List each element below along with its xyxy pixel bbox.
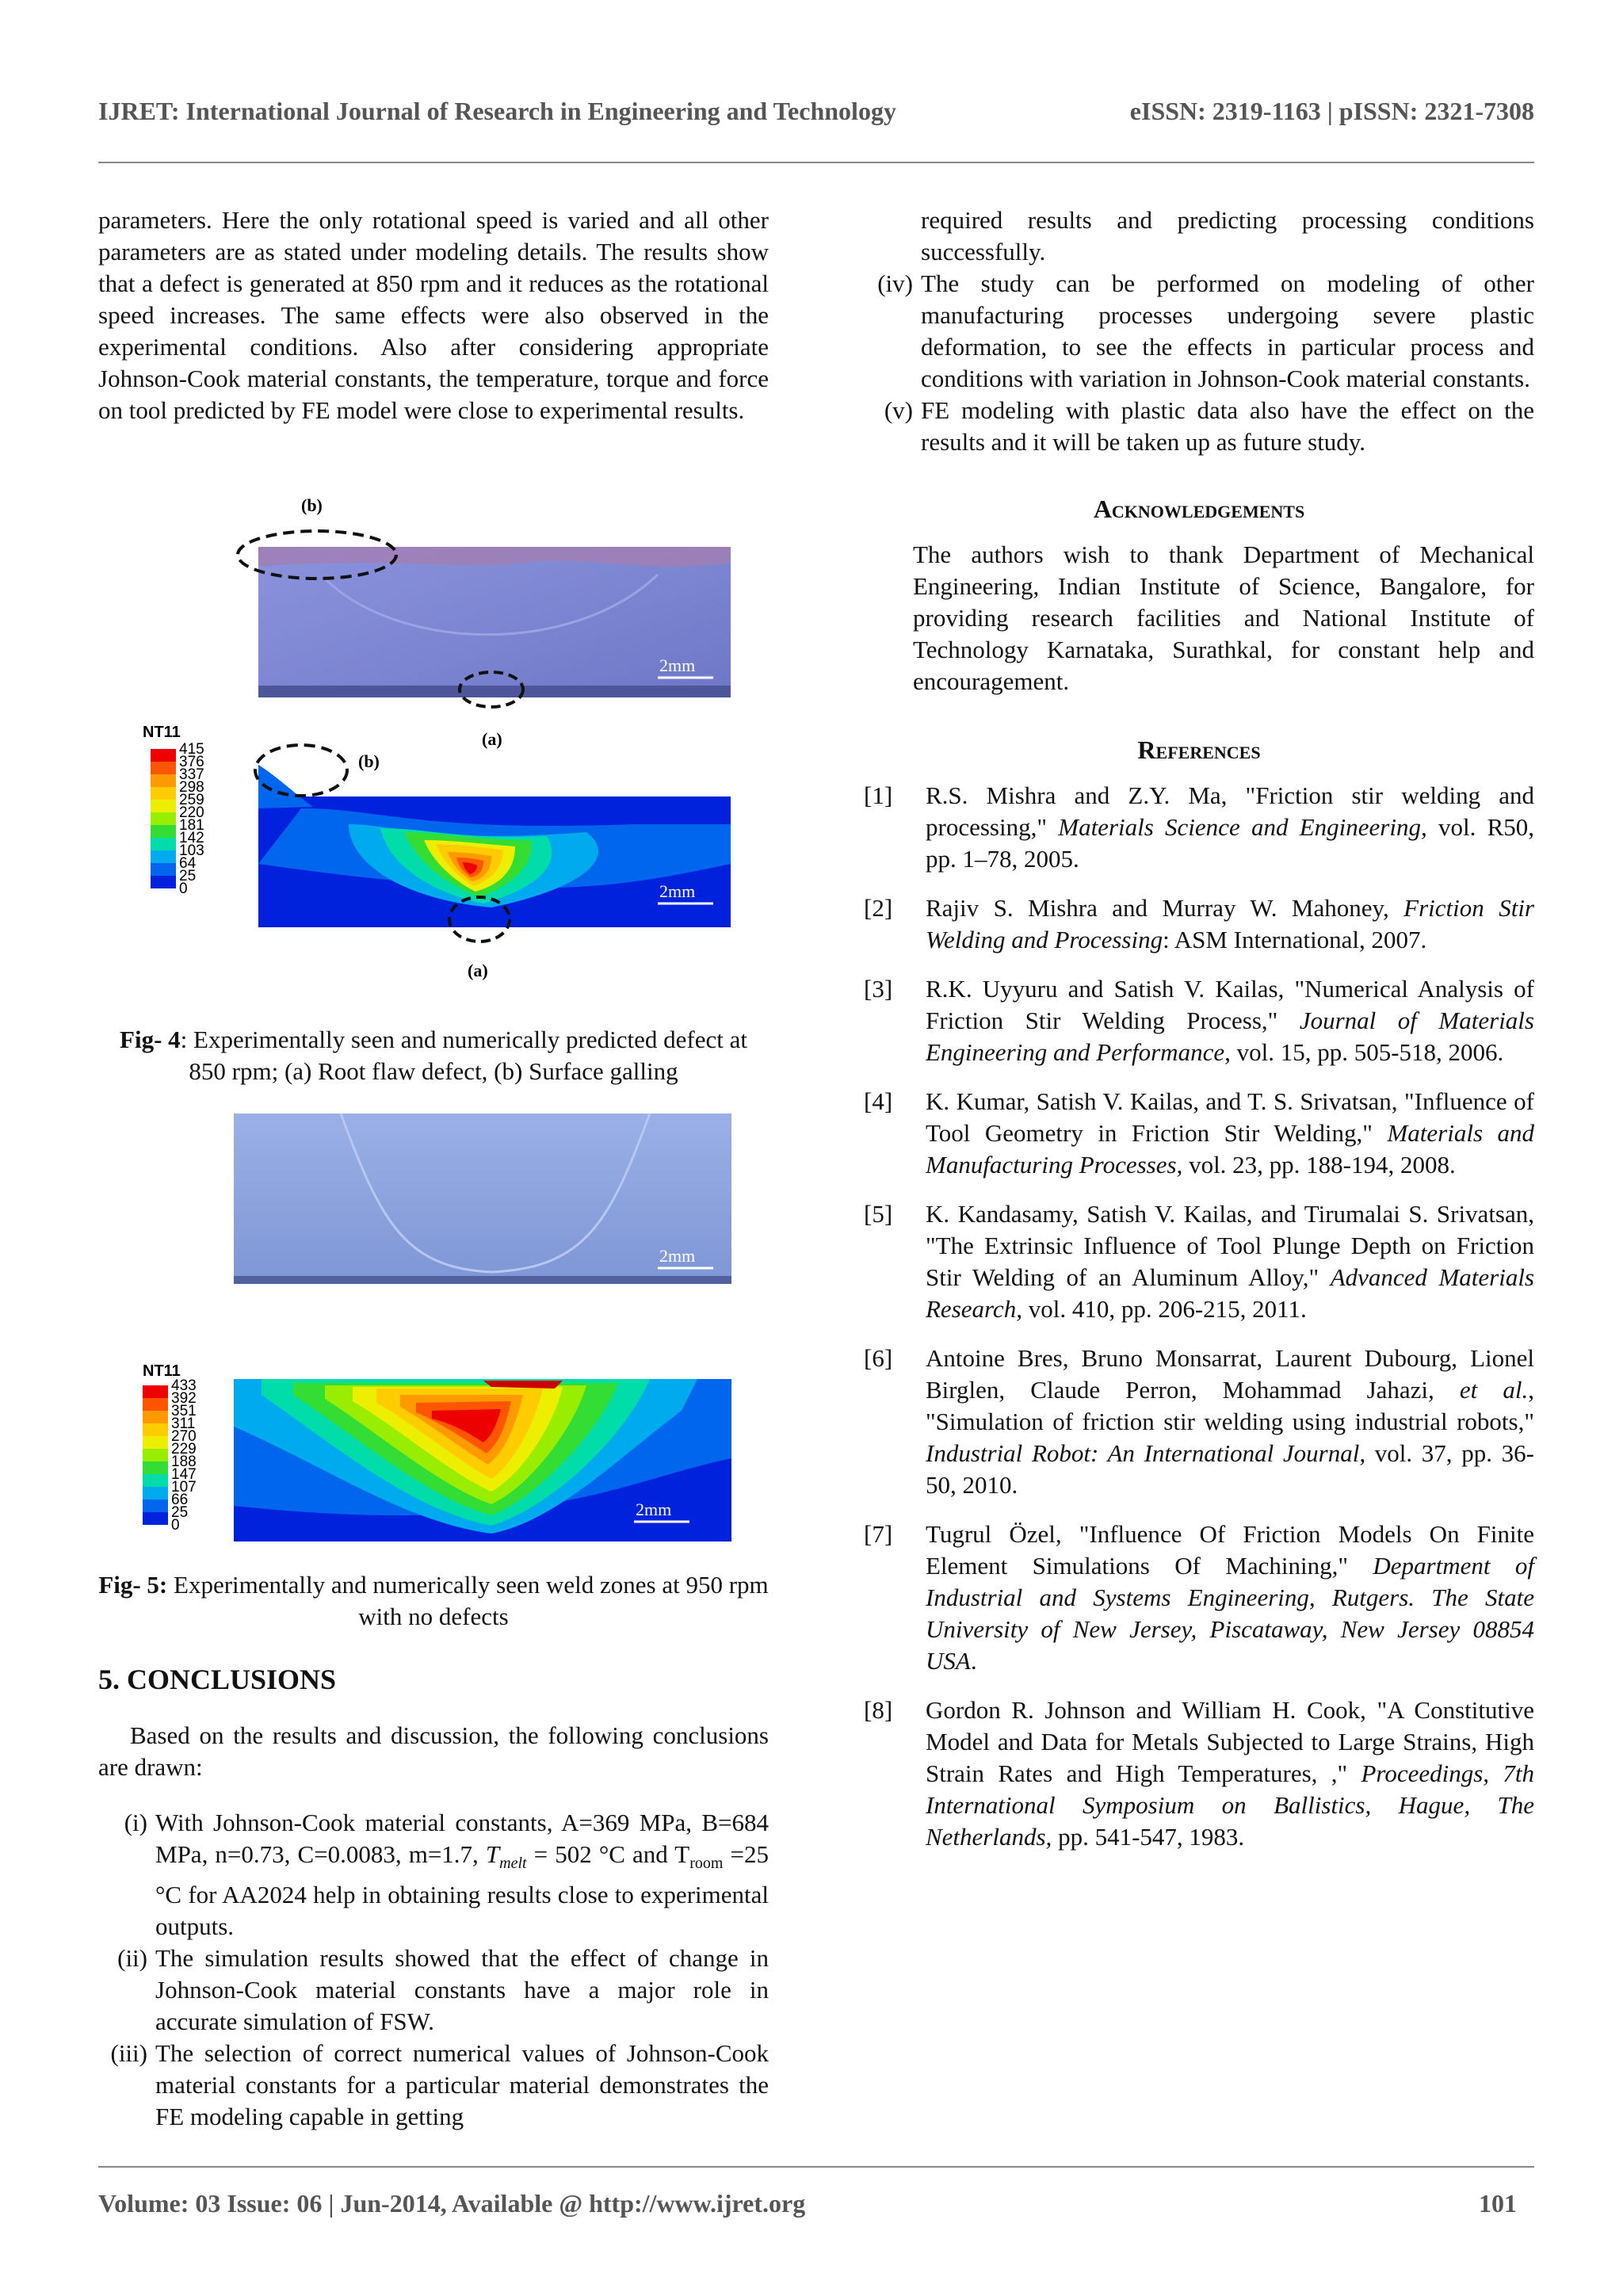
legend-tick: 188 [171,1454,197,1470]
conclusion-item [864,204,1534,268]
conclusions-intro: Based on the results and discussion, the following conclusions are drawn: [98,1721,769,1781]
conclusion-item [864,395,1534,458]
legend-title-fig5: NT11 [143,1362,181,1380]
conclusions-heading: 5. CONCLUSIONS [98,1664,337,1695]
legend-title-fig4: NT11 [143,724,181,741]
item-i-text-a: With Johnson-Cook material constants, A=369 MPa, B=684 MPa, n=0.73, C=0.0083, m=1.7, [155,1809,769,1868]
item-number: (iv) [877,269,913,297]
item-text: FE modeling with plastic data also have the effect on the results and it will be taken up as future study. [921,396,1534,456]
volume-info: Volume: 03 Issue: 06 | Jun-2014, Available @ http://www.ijret.org [98,2189,806,2218]
acknowledgements-text: The authors wish to thank Department of Mechanical Engineering, Indian Institute of Science, Bangalore, for providing research facilities and National Institute of Technology Karnataka, Surathkal, for constant help and encouragement. [913,541,1534,695]
reference-item: [3] R.K. Uyyuru and Satish V. Kailas, "Numerical Analysis of Friction Stir Welding Process," Journal of Materials Engineering and Performance, vol. 15, pp. 505-518, 2006. [864,973,1534,1068]
legend-tick: 64 [179,855,197,872]
issn: eISSN: 2319-1163 | pISSN: 2321-7308 [1129,97,1534,125]
reference-item: [5] K. Kandasamy, Satish V. Kailas, and Tirumalai S. Srivatsan, "The Extrinsic Influence of Tool Plunge Depth on Friction Stir Welding of an Aluminum Alloy," Advanced Materials Research, vol. 410, pp. 206-215, 2011. [864,1198,1534,1325]
left-column [98,204,769,426]
label-a-top: (a) [482,729,502,749]
fig4-caption-label: Fig- 4 [120,1026,181,1053]
scale-label-fig5-top: 2mm [659,1246,696,1266]
acknowledgements-heading: Acknowledgements [1093,495,1305,523]
scale-label-fig5-bottom: 2mm [636,1499,672,1519]
item-text: required results and predicting processing conditions successfully. [921,206,1534,266]
fig5-caption-text: Experimentally and numerically seen weld zones at 950 rpm with no defects [167,1571,769,1630]
figure-5 [143,1110,745,1545]
weld-bottom-edge-950 [234,1276,731,1284]
item-number: (v) [884,396,913,424]
intro-paragraph: parameters. Here the only rotational speed is varied and all other parameters are as stated under modeling details. The results show that a defect is generated at 850 rpm and it reduces as the rotational speed increases. The same effects were also observed in the experimental conditions. Also after considering appropriate Johnson-Cook material constants, the temperature, torque and force on tool predicted by FE model were close to experimental results. [98,206,769,424]
conclusion-item [98,2038,769,2133]
ref-number: [3] [864,975,893,1003]
melt-subscript: melt [499,1855,527,1873]
ref-number: [6] [864,1344,893,1372]
page-number: 101 [1479,2189,1517,2218]
legend-colorbar-fig5 [143,1385,168,1525]
journal-title: IJRET: International Journal of Research in Engineering and Technology [98,97,896,125]
figure-4 [143,491,745,983]
fig5-caption-label: Fig- 5: [98,1571,168,1599]
legend-tick: 25 [179,868,197,884]
legend-tick: 142 [179,830,204,846]
references-heading: References [1137,735,1261,764]
reference-item: [8] Gordon R. Johnson and William H. Cook, "A Constitutive Model and Data for Metals Subjected to Large Strains, High Strain Rates and High Temperatures, ," Proceedings, 7th International Symposium on Ballistics, Hague, The Netherlands, pp. 541-547, 1983. [864,1694,1534,1853]
legend-tick: 392 [171,1390,197,1407]
legend-tick: 103 [179,842,204,859]
reference-item: [6] Antoine Bres, Bruno Monsarrat, Laurent Dubourg, Lionel Birglen, Claude Perron, Mohammad Jahazi, et al., "Simulation of friction stir welding using industrial robots," Industrial Robot: An International Journal, vol. 37, pp. 36-50, 2010. [864,1343,1534,1501]
conclusion-item [98,1807,769,1943]
header-rule [98,162,1534,163]
micrograph-950rpm [234,1114,731,1284]
label-a-bottom: (a) [468,961,488,980]
legend-tick: 229 [171,1441,197,1457]
fig4-caption-text: : Experimentally seen and numerically predicted defect at 850 rpm; (a) Root flaw defect, (b) Surface galling [180,1026,747,1085]
legend-tick: 415 [179,741,204,758]
legend-tick: 376 [179,754,204,770]
callout-b-bottom [255,745,347,796]
item-number: (i) [124,1809,147,1836]
item-text: The selection of correct numerical values of Johnson-Cook material constants for a particular material demonstrates the FE modeling capable in getting [155,2039,769,2131]
legend-tick: 433 [171,1377,197,1394]
legend-tick: 66 [171,1492,189,1508]
reference-item: [2] Rajiv S. Mishra and Murray W. Mahoney, Friction Stir Welding and Processing: ASM International, 2007. [864,892,1534,956]
item-i-text-c: =25 °C for AA2024 help in obtaining results close to experimental outputs. [155,1840,769,1941]
legend-tick: 25 [171,1504,189,1521]
legend-tick: 270 [171,1428,197,1445]
tmelt-symbol: T [485,1840,500,1868]
reference-item: [1] R.S. Mishra and Z.Y. Ma, "Friction stir welding and processing," Materials Science and Engineering, vol. R50, pp. 1–78, 2005. [864,780,1534,875]
legend-tick: 351 [171,1403,197,1419]
legend-tick: 0 [171,1517,180,1534]
label-b-bottom: (b) [358,751,380,771]
legend-colorbar-fig4 [151,749,176,888]
ref-number: [2] [864,894,893,922]
legend-tick: 337 [179,766,204,783]
page-header [98,97,1534,126]
legend-tick: 259 [179,792,204,808]
conclusions-body [98,1720,769,2133]
ref-number: [1] [864,781,893,809]
fig4-caption [98,1024,769,1087]
page-footer [98,2189,1517,2218]
scale-label-top: 2mm [659,655,696,675]
conclusion-item [98,1943,769,2038]
footer-rule [98,2166,1534,2168]
fig5-caption [98,1569,769,1633]
conclusion-item [864,268,1534,395]
item-number: (ii) [117,1944,147,1973]
legend-tick: 147 [171,1466,197,1483]
weld-bottom-edge [258,686,731,697]
legend-tick: 311 [171,1415,196,1432]
room-subscript: room [689,1855,724,1873]
legend-tick: 181 [179,817,204,834]
item-number: (iii) [110,2039,147,2068]
reference-item: [7] Tugrul Özel, "Influence Of Friction Models On Finite Element Simulations Of Machining," Department of Industrial and Systems Engineering, Rutgers. The State University of New Jersey, Piscataway, New Jersey 08854 USA. [864,1519,1534,1677]
item-i-text-b: = 502 °C and T [526,1840,690,1868]
item-text: The study can be performed on modeling of other manufacturing processes undergoing severe plastic deformation, to see the effects in particular process and conditions with variation in Johnson-Cook material constants. [921,269,1534,392]
right-column [864,204,1534,1870]
ref-number: [7] [864,1520,893,1548]
ref-number: [8] [864,1696,893,1724]
label-b-top: (b) [301,495,323,515]
reference-item: [4] K. Kumar, Satish V. Kailas, and T. S. Srivatsan, "Influence of Tool Geometry in Friction Stir Welding," Materials and Manufacturing Processes, vol. 23, pp. 188-194, 2008. [864,1086,1534,1181]
legend-tick: 220 [179,804,204,821]
item-text: The simulation results showed that the effect of change in Johnson-Cook material constants have a major role in accurate simulation of FSW. [155,1944,769,2036]
legend-tick: 0 [179,881,188,897]
scale-label-bottom: 2mm [659,881,696,901]
ref-number: [5] [864,1200,893,1228]
legend-tick: 107 [171,1479,197,1496]
legend-tick: 298 [179,779,204,796]
ref-number: [4] [864,1087,893,1115]
